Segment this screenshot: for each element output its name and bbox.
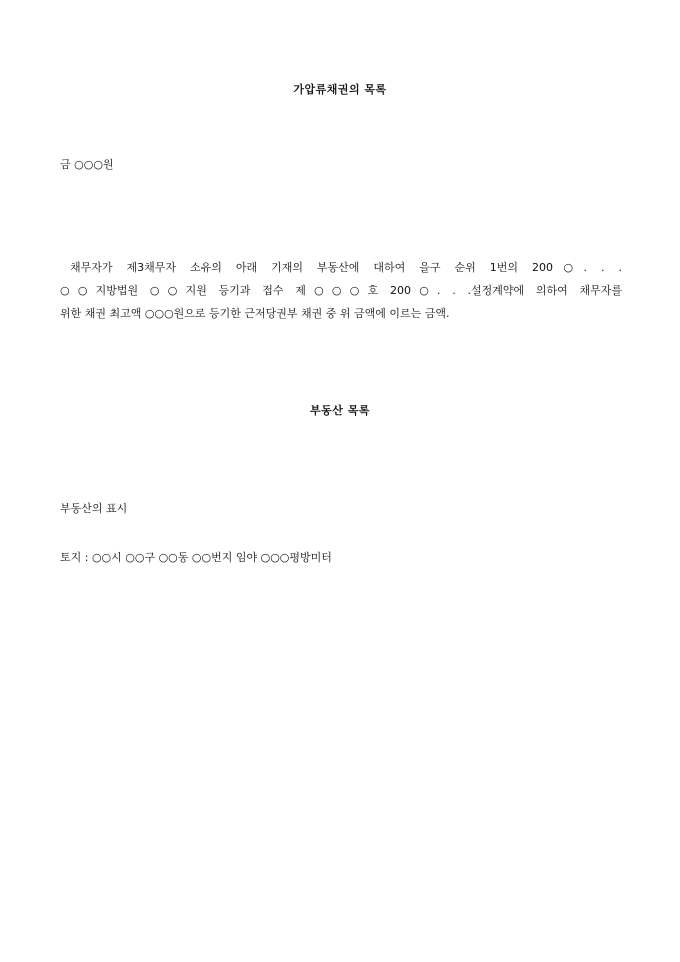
claim-amount: 금 ○○○원 — [60, 158, 114, 171]
claim-description-line-2: ○○지방법원 ○○지원 등기과 접수 제○○○호 200○. . .설정계약에 의하여 채무자를 — [60, 284, 622, 297]
land-description: 토지 : ○○시 ○○구 ○○동 ○○번지 임야 ○○○평방미터 — [60, 551, 332, 564]
estate-label: 부동산의 표시 — [60, 502, 128, 515]
document-title: 가압류채권의 목록 — [293, 83, 387, 96]
claim-description-line-3: 위한 채권 최고액 ○○○원으로 등기한 근저당권부 채권 중 위 금액에 이르는 금액. — [60, 307, 450, 320]
claim-description — [60, 256, 622, 325]
claim-description-line-1: 채무자가 제3채무자 소유의 아래 기재의 부동산에 대하여 을구 순위 1번의 200○. . . — [70, 261, 622, 274]
section-title: 부동산 목록 — [310, 404, 370, 417]
